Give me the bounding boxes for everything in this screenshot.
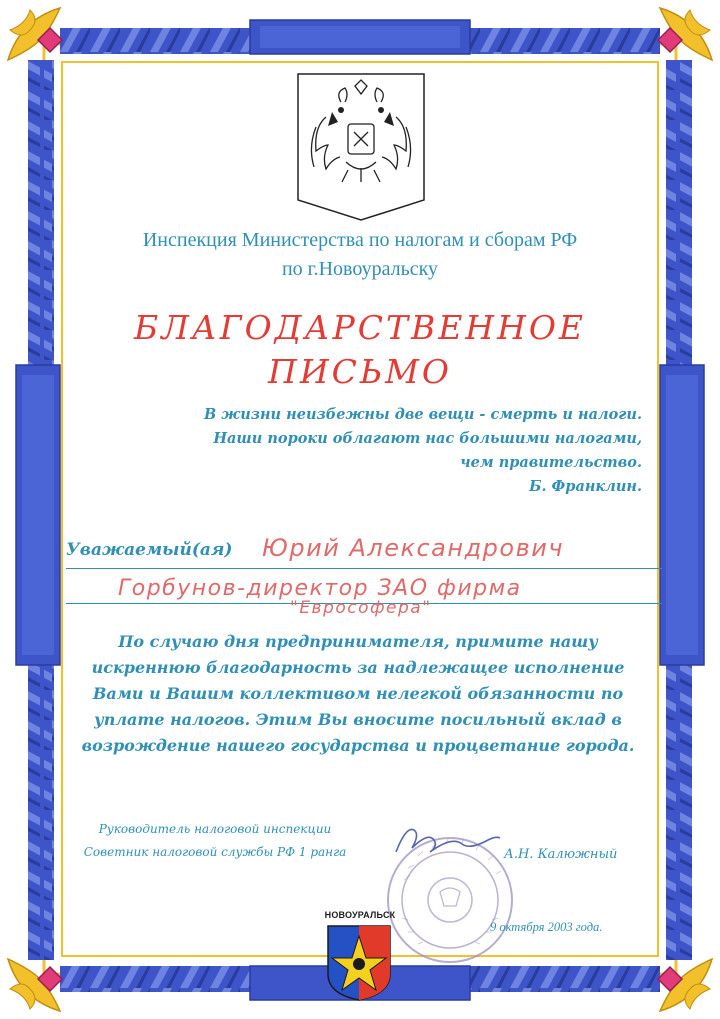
body-line-4: уплате налогов. Этим Вы вносите посильный вклад в: [94, 710, 622, 729]
title-line-2: ПИСЬМО: [268, 352, 452, 391]
coat-of-arms-icon: [296, 72, 426, 222]
title-line-1: БЛАГОДАРСТВЕННОЕ: [133, 308, 586, 347]
epigraph-line-3: чем правительство.: [460, 454, 642, 471]
handwritten-signature-icon: [392, 822, 502, 862]
authority-line-1: Инспекция Министерства по налогам и сборам РФ: [142, 229, 578, 251]
recipient-company: "Еврософера": [290, 598, 432, 618]
recipient-surname-position: Горбунов-директор ЗАО фирма: [118, 576, 522, 601]
body-line-2: искреннюю благодарность за надлежащее исполнение: [91, 658, 625, 677]
corner-ornament-icon: [8, 8, 62, 60]
signer-title-line-2: Советник налоговой службы РФ 1 ранга: [83, 845, 347, 859]
recipient-name: Юрий Александрович: [262, 534, 565, 562]
issue-date: 9 октября 2003 года.: [490, 920, 603, 934]
city-emblem-label: НОВОУРАЛЬСК: [324, 910, 396, 920]
authority-line-2: по г.Новоуральску: [281, 258, 439, 280]
body-line-1: По случаю дня предпринимателя, примите нашу: [118, 632, 598, 651]
epigraph-line-1: В жизни неизбежны две вещи - смерть и налоги.: [203, 406, 642, 423]
epigraph-line-2: Наши пороки облагают нас большими налогами,: [213, 430, 642, 447]
salutation: Уважаемый(ая): [66, 540, 233, 560]
body-line-5: возрождение нашего государства и процветание города.: [81, 736, 635, 755]
body-line-3: Вами и Вашим коллективом нелегкой обязанности по: [92, 684, 624, 703]
epigraph-author: Б. Франклин.: [529, 478, 642, 495]
signer-name: А.Н. Калюжный: [504, 847, 618, 862]
underline-1: [66, 568, 662, 569]
city-shield-icon: [326, 924, 392, 1002]
signer-title-line-1: Руководитель налоговой инспекции: [98, 822, 332, 836]
